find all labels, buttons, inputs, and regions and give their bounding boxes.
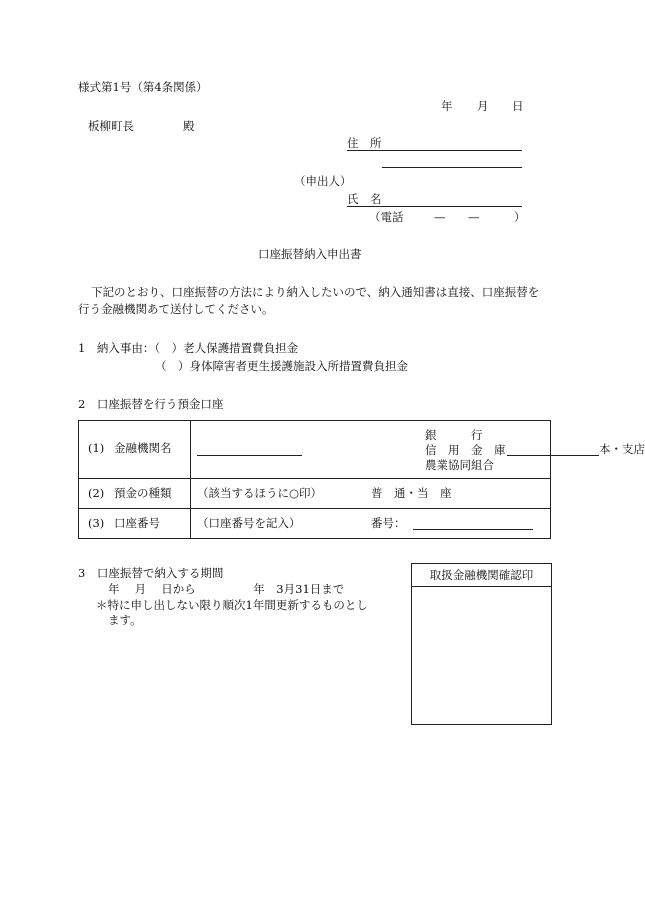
renewal-note-1: ＊特に申し出しない限り順次1年間更新するものとし: [96, 598, 368, 612]
account-number-note: （口座番号を記入）: [197, 516, 301, 530]
document-title: 口座振替納入申出書: [258, 247, 362, 261]
name-line[interactable]: [347, 206, 522, 207]
account-number-label: 番号：: [371, 516, 406, 530]
row-number: (1): [88, 441, 105, 455]
name-label: 氏 名: [347, 192, 382, 206]
addressee-name: 板柳町長: [88, 119, 134, 133]
phone-dash-2: —: [468, 210, 480, 224]
renewal-note-2: ます。: [108, 613, 142, 627]
branch-label: 本・支店: [599, 442, 645, 456]
section3-label: 3 口座振替で納入する期間: [78, 566, 224, 580]
table-row: [79, 479, 551, 509]
deposit-type-options[interactable]: 普 通・当 座: [371, 486, 452, 500]
stamp-box-title: 取扱金融機関確認印: [412, 564, 551, 587]
table-row: [79, 509, 551, 539]
bank-confirmation-stamp-box: [411, 563, 552, 725]
section1-label: 1 納入事由：（ ）老人保護措置費負担金: [78, 341, 299, 355]
account-table: [78, 420, 645, 539]
bank-type-shinkin: 信 用 金 庫: [425, 443, 506, 457]
stamp-area[interactable]: [412, 587, 551, 724]
phone-suffix: ）: [514, 210, 526, 224]
row-label: 金融機関名: [114, 441, 172, 455]
intro-line-1: 下記のとおり、口座振替の方法により納入したいので、納入通知書は直接、口座振替を: [91, 285, 540, 299]
branch-name-line[interactable]: [507, 455, 599, 456]
address-label: 住 所: [347, 136, 382, 150]
phone-dash-1: —: [434, 210, 446, 224]
table-row: [79, 421, 551, 479]
address-line-2[interactable]: [382, 167, 522, 168]
row-number: (2): [88, 486, 105, 500]
applicant-role-label: （申出人）: [294, 174, 352, 188]
date-day: 日: [512, 99, 524, 113]
date-year: 年: [441, 99, 453, 113]
address-line-1[interactable]: [347, 150, 522, 151]
account-number-line[interactable]: [413, 529, 533, 530]
row-label: 口座番号: [114, 516, 160, 530]
section2-label: 2 口座振替を行う預金口座: [78, 397, 224, 411]
phone-prefix: （電話: [369, 210, 404, 224]
section1-option2: （ ）身体障害者更生援護施設入所措置費負担金: [155, 359, 408, 373]
payment-period: 年 月 日から 年 3月31日まで: [108, 582, 345, 596]
bank-type-nokyo: 農業協同組合: [425, 458, 494, 472]
intro-line-2: 行う金融機関あて送付してください。: [78, 302, 274, 316]
deposit-type-note: （該当するほうに○印）: [197, 486, 323, 500]
addressee-honorific: 殿: [183, 119, 195, 133]
form-number: 様式第1号（第4条関係）: [78, 80, 208, 94]
date-month: 月: [477, 99, 489, 113]
bank-type-bank: 銀 行: [425, 428, 483, 442]
bank-name-line[interactable]: [197, 455, 302, 456]
row-number: (3): [88, 516, 105, 530]
row-label: 預金の種類: [114, 486, 172, 500]
